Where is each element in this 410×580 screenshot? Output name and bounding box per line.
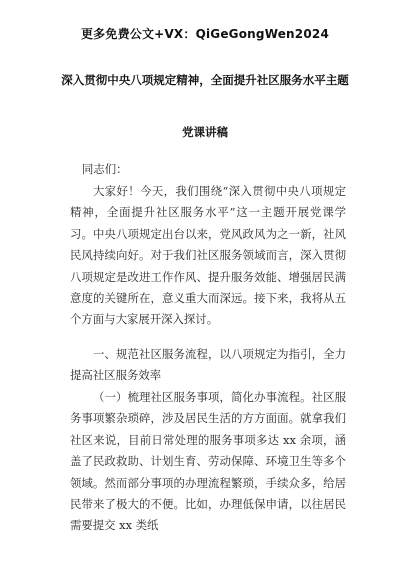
paragraph-text: 大家好！今天，我们围绕“深入贯彻中央八项规定精神，全面提升社区服务水平”这一主题开展党课学习。中央八项规定出台以来，党风政风为之一新，社风民风持续向好。对于我们社区服务领域而言，深入贯彻八项规定是改进工作作风、提升服务效能、增强居民满意度的关键所在，意义重大而深远。接下来，我将从五个方面与大家展开深入探讨。 [70,184,346,327]
body-paragraph-intro [70,181,346,331]
body-paragraph-1-1 [70,387,346,537]
watermark-header: 更多免费公文+VX：QiGeGongWen2024 [80,27,329,41]
salutation: 同志们： [82,162,128,176]
document-subtitle: 党课讲稿 [182,125,228,139]
paragraph-text: （一）梳理社区服务事项，简化办事流程。社区服务事项繁杂琐碎，涉及居民生活的方方面面。就拿我们社区来说，目前日常处理的服务事项多达 xx 余项，涵盖了民政救助、计划生育、劳动保障、环境卫生等多个领域。然而部分事项的办理流程繁琐，手续众多，给居民带来了极大的不便。比如，办理低保申请，以往居民需要提交 xx 类纸 [70,390,346,533]
paragraph-text: 一、规范社区服务流程，以八项规定为指引，全力提高社区服务效率 [70,347,346,383]
document-title: 深入贯彻中央八项规定精神，全面提升社区服务水平主题 [61,73,349,87]
section-heading-1 [70,344,346,387]
